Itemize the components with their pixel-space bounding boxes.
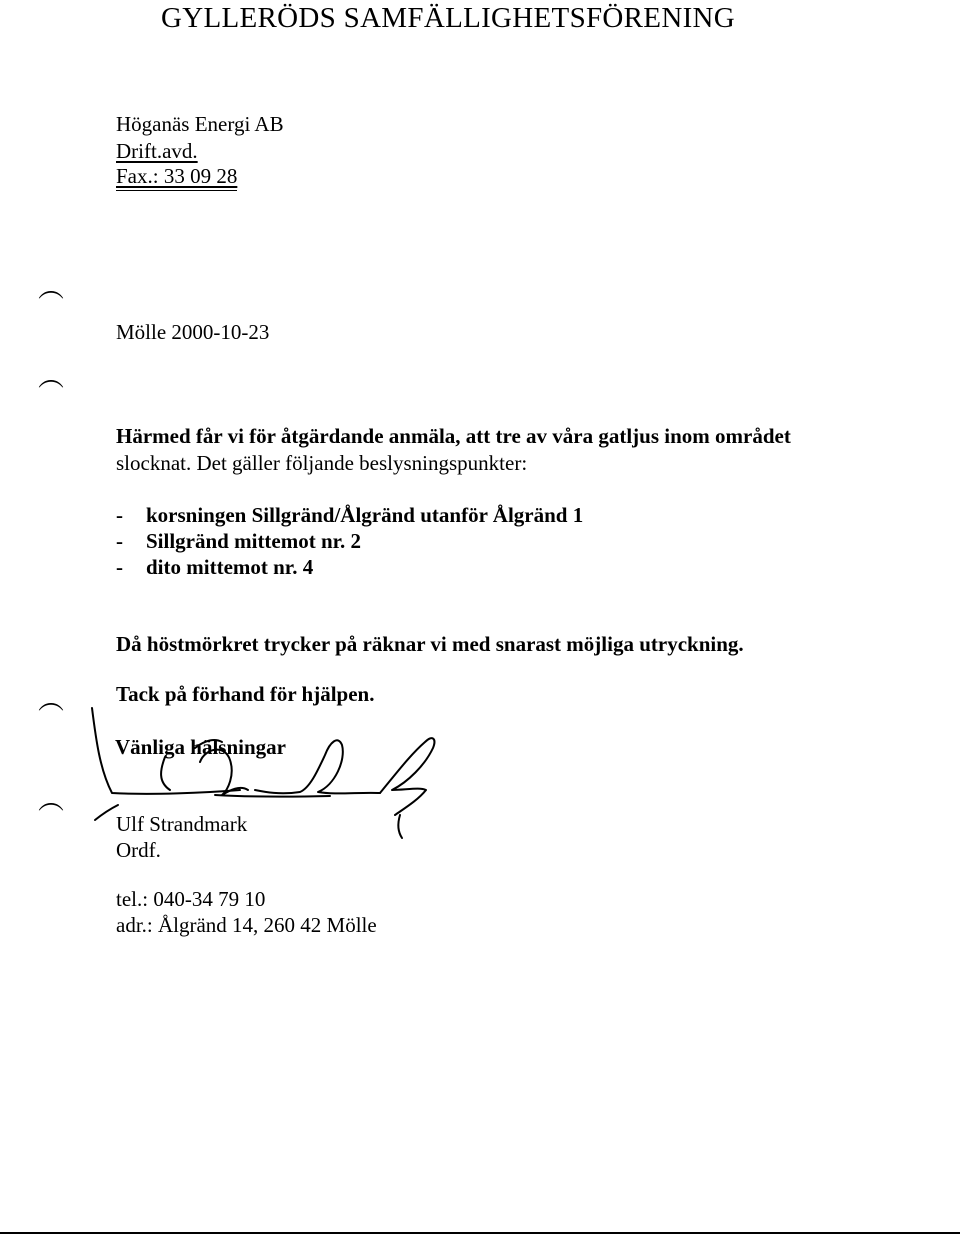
- intro-line-1: Härmed får vi för åtgärdande anmäla, att tre av våra gatljus inom området: [116, 424, 791, 448]
- letter-date: Mölle 2000-10-23: [116, 320, 270, 344]
- list-bullet: -: [116, 555, 123, 579]
- list-item-text: dito mittemot nr. 4: [146, 555, 314, 579]
- contact-phone: tel.: 040-34 79 10: [116, 887, 266, 911]
- margin-mark: ︵: [38, 363, 65, 393]
- list-item-text: Sillgränd mittemot nr. 2: [146, 529, 362, 553]
- list-bullet: -: [116, 503, 123, 527]
- margin-mark: ︵: [38, 274, 65, 304]
- closing-greeting: Vänliga hälsningar: [115, 735, 286, 759]
- recipient-department: Drift.avd.: [116, 139, 198, 163]
- contact-address: adr.: Ålgränd 14, 260 42 Mölle: [116, 913, 377, 937]
- list-bullet: -: [116, 529, 123, 553]
- intro-line-2-text: slocknat. Det gäller följande beslysningspunkter:: [116, 451, 528, 475]
- paragraph-2: Då höstmörkret trycker på räknar vi med snarast möjliga utryckning.: [116, 632, 744, 656]
- page-title: GYLLERÖDS SAMFÄLLIGHETSFÖRENING: [161, 2, 736, 34]
- list-item-text: korsningen Sillgränd/Ålgränd utanför Ålgränd 1: [146, 503, 584, 527]
- thanks-line: Tack på förhand för hjälpen.: [116, 682, 375, 706]
- signer-name: Ulf Strandmark: [116, 812, 248, 836]
- margin-mark: ︵: [38, 786, 65, 816]
- recipient-fax: Fax.: 33 09 28: [116, 164, 237, 191]
- signer-role: Ordf.: [116, 838, 161, 862]
- recipient-name: Höganäs Energi AB: [116, 112, 284, 136]
- page-bottom-rule: [0, 1232, 960, 1234]
- margin-mark: ︵: [38, 686, 65, 716]
